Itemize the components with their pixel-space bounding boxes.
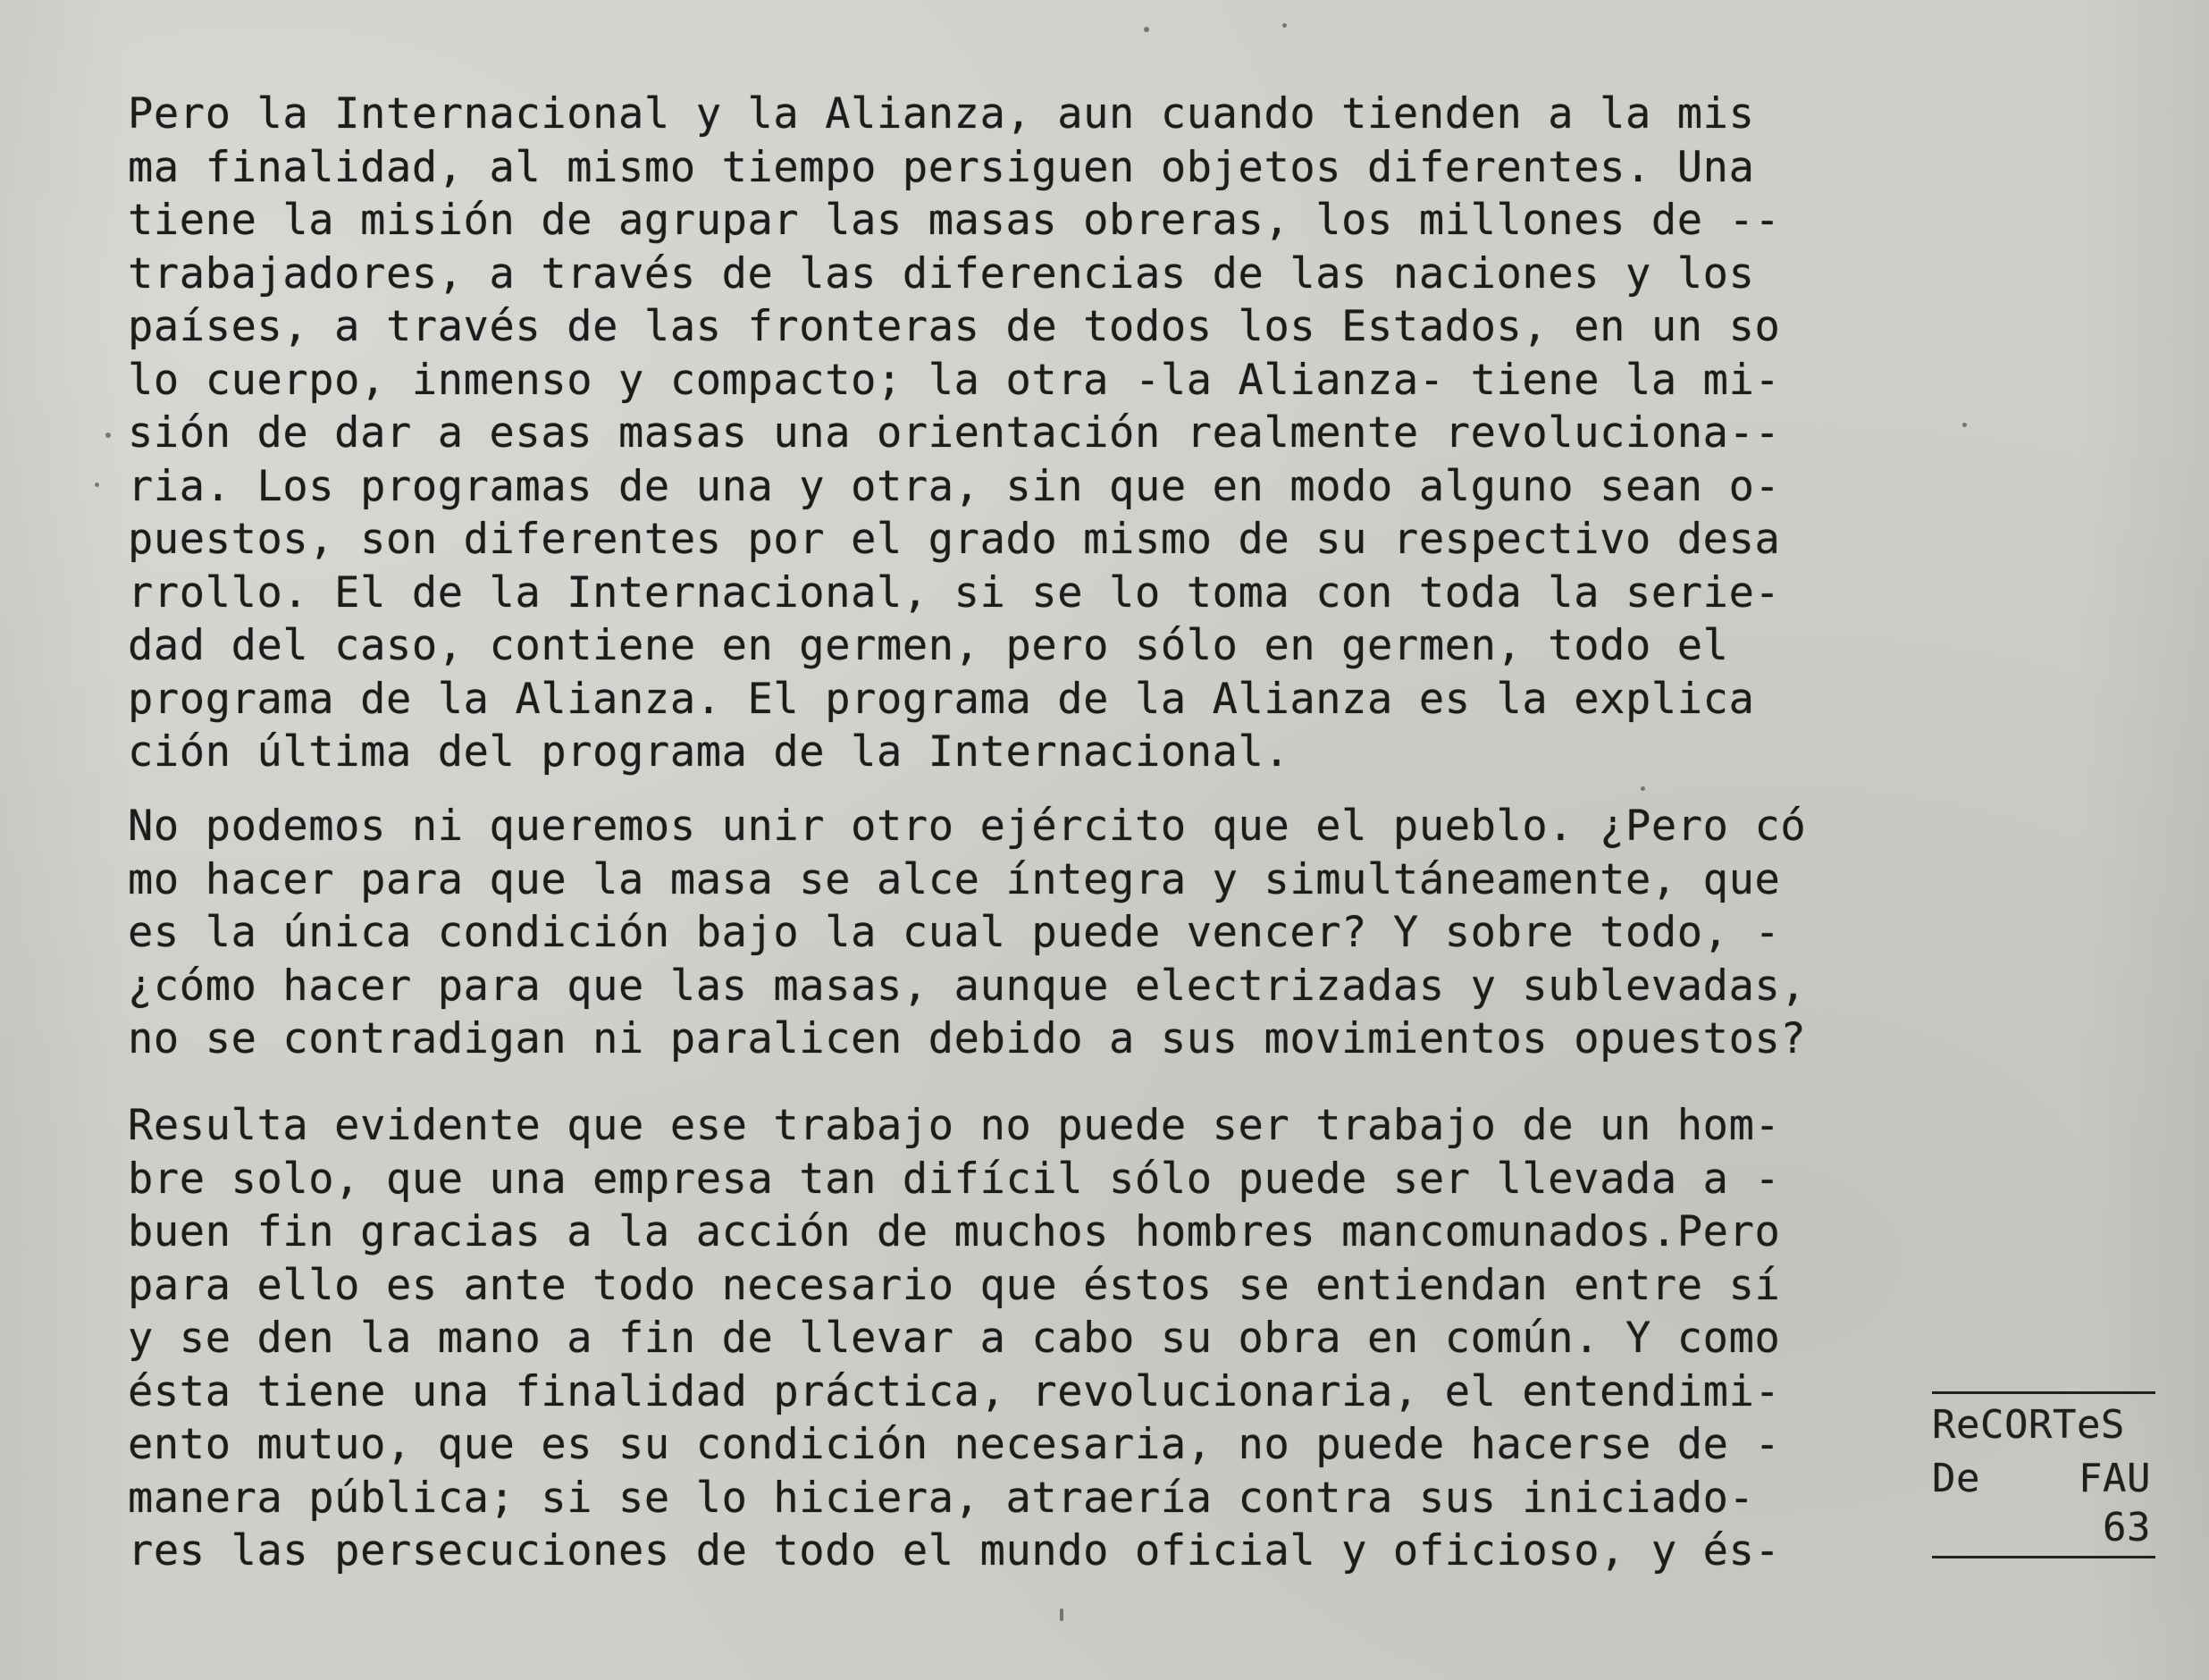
text-line: y se den la mano a fin de llevar a cabo su obra en común. Y como xyxy=(128,1314,1781,1363)
text-line: ¿cómo hacer para que las masas, aunque electrizadas y sublevadas, xyxy=(128,961,1807,1011)
paragraph-3 xyxy=(128,1099,1924,1578)
text-line: sión de dar a esas masas una orientación realmente revoluciona-- xyxy=(128,408,1781,458)
text-line: no se contradigan ni paralicen debido a sus movimientos opuestos? xyxy=(128,1014,1807,1063)
text-line: No podemos ni queremos unir otro ejército que el pueblo. ¿Pero có xyxy=(128,802,1807,851)
text-line: trabajadores, a través de las diferencias de las naciones y los xyxy=(128,248,1755,298)
page-number: 63 xyxy=(2103,1505,2151,1550)
stamp-de: De xyxy=(1932,1456,1980,1501)
scan-speck xyxy=(1962,423,1967,427)
scan-speck xyxy=(1641,786,1645,791)
text-line: ésta tiene una finalidad práctica, revolucionaria, el entendimi- xyxy=(128,1366,1781,1416)
scan-speck xyxy=(95,483,99,487)
text-line: puestos, son diferentes por el grado mismo de su respectivo desa xyxy=(128,515,1781,564)
text-line: rrollo. El de la Internacional, si se lo toma con toda la serie- xyxy=(128,567,1781,617)
scan-speck xyxy=(105,433,111,438)
scan-speck xyxy=(1282,23,1287,28)
recortes-stamp xyxy=(1930,1354,2158,1568)
text-line: ción última del programa de la Internacional. xyxy=(128,727,1290,777)
stamp-title: ReCORTeS xyxy=(1932,1402,2125,1448)
text-line: países, a través de las fronteras de todos los Estados, en un so xyxy=(128,302,1781,351)
text-line: ria. Los programas de una y otra, sin que en modo alguno sean o- xyxy=(128,461,1781,511)
text-line: Pero la Internacional y la Alianza, aun cuando tienden a la mis xyxy=(128,89,1755,139)
scan-speck xyxy=(1060,1609,1063,1621)
text-line: manera pública; si se lo hiciera, atraería contra sus iniciado- xyxy=(128,1473,1755,1523)
stamp-bottom-rule xyxy=(1932,1556,2155,1558)
text-line: bre solo, que una empresa tan difícil sólo puede ser llevada a - xyxy=(128,1154,1781,1204)
text-line: res las persecuciones de todo el mundo oficial y oficioso, y és- xyxy=(128,1526,1781,1575)
paragraph-2 xyxy=(128,800,1924,1066)
text-line: programa de la Alianza. El programa de la Alianza es la explica xyxy=(128,674,1755,724)
text-line: Resulta evidente que ese trabajo no puede ser trabajo de un hom- xyxy=(128,1101,1781,1150)
text-line: para ello es ante todo necesario que éstos se entiendan entre sí xyxy=(128,1260,1781,1310)
text-line: ma finalidad, al mismo tiempo persiguen objetos diferentes. Una xyxy=(128,142,1755,192)
paragraph-1 xyxy=(128,88,1924,779)
scan-speck xyxy=(1144,27,1149,32)
text-line: buen fin gracias a la acción de muchos hombres mancomunados.Pero xyxy=(128,1207,1781,1256)
text-line: lo cuerpo, inmenso y compacto; la otra -la Alianza- tiene la mi- xyxy=(128,355,1781,405)
stamp-top-rule xyxy=(1932,1391,2155,1394)
stamp-fau: FAU xyxy=(2079,1456,2151,1501)
text-line: dad del caso, contiene en germen, pero sólo en germen, todo el xyxy=(128,621,1729,670)
text-line: mo hacer para que la masa se alce íntegra y simultáneamente, que xyxy=(128,854,1781,904)
text-line: tiene la misión de agrupar las masas obreras, los millones de -- xyxy=(128,196,1781,245)
text-line: ento mutuo, que es su condición necesaria, no puede hacerse de - xyxy=(128,1420,1781,1469)
text-line: es la única condición bajo la cual puede vencer? Y sobre todo, - xyxy=(128,908,1781,957)
